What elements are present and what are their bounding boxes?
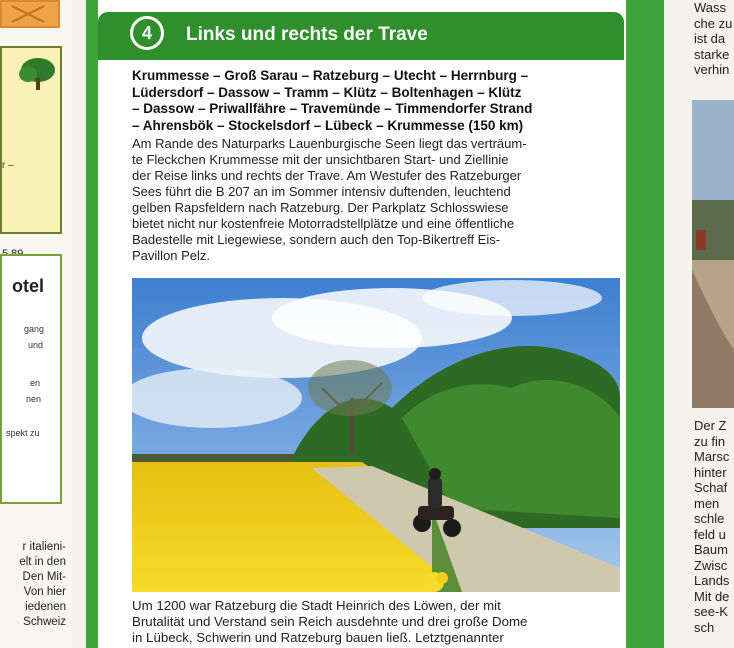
hotel-advertisement-box bbox=[0, 254, 62, 504]
text-line: starke bbox=[694, 46, 730, 62]
section-number-badge: 4 bbox=[130, 16, 164, 50]
text-line: Schaf bbox=[694, 480, 728, 495]
text-line: gelben Rapsfeldern nach Ratzeburg. Der Parkplatz Schlosswiese bbox=[132, 200, 509, 215]
caption-paragraph bbox=[132, 598, 622, 646]
motorcycle-rapeseed-photo bbox=[132, 278, 620, 592]
crossed-lines-icon bbox=[8, 4, 48, 24]
text-line: verhin bbox=[694, 62, 730, 77]
route-line: – Dassow – Priwallfähre – Travemünde – Timmendorfer Strand bbox=[132, 101, 533, 116]
text-line: Mit de bbox=[694, 588, 730, 604]
intro-paragraph bbox=[132, 136, 622, 264]
text-line: sch bbox=[694, 619, 715, 635]
text-line: Lands bbox=[694, 573, 730, 588]
right-top-text bbox=[694, 0, 734, 78]
text-line: zu fin bbox=[694, 433, 726, 449]
text-line: Baum bbox=[694, 542, 728, 557]
text-line: Sees führt die B 207 an im Sommer intensiv duftenden, leuchtend bbox=[132, 184, 511, 199]
route-line: Krummesse – Groß Sarau – Ratzeburg – Utecht – Herrnburg – bbox=[132, 68, 529, 83]
text-line: Zwisc bbox=[694, 557, 728, 573]
text-line: che zu bbox=[694, 15, 733, 31]
text-line: bietet nicht nur kostenfreie Motorradstellplätze und eine öffentliche bbox=[132, 216, 515, 231]
section-title: Links und rechts der Trave bbox=[186, 24, 428, 45]
text-line: Den Mit- bbox=[22, 571, 66, 583]
route-line: Lüdersdorf – Dassow – Tramm – Klütz – Boltenhagen – Klütz bbox=[132, 84, 522, 100]
text-line: der Reise links und rechts der Trave. Am Westufer des Ratzeburger bbox=[132, 168, 522, 183]
text-line: men bbox=[694, 495, 720, 511]
text-line: Marsc bbox=[694, 449, 730, 464]
text-line: Von hier bbox=[23, 586, 66, 598]
text-line: te Fleckchen Krummesse mit der unsichtbaren Start- und Ziellinie bbox=[132, 152, 509, 167]
text-line: Um 1200 war Ratzeburg die Stadt Heinrich des Löwen, der mit bbox=[132, 598, 501, 613]
text-line: Der Z bbox=[694, 418, 727, 433]
text-line: Brutalität und Verstand sein Reich ausdehnte und drei große Dome bbox=[132, 614, 528, 629]
tree-logo-icon bbox=[14, 56, 58, 92]
text-line: hinter bbox=[694, 464, 727, 480]
text-line: schle bbox=[694, 511, 725, 526]
route-line: – Ahrensbök – Stockelsdorf – Lübeck – Krummesse (150 km) bbox=[132, 117, 524, 133]
ad-text-line: spekt zu bbox=[6, 428, 40, 438]
text-line: r italieni- bbox=[22, 541, 66, 553]
text-line: Wass bbox=[694, 0, 727, 15]
text-line: in Lübeck, Schwerin und Ratzeburg bauen ließ. Letztgenannter bbox=[132, 630, 504, 645]
ad-text: r – bbox=[2, 160, 14, 171]
text-line: ist da bbox=[694, 31, 726, 46]
text-line: Pavillon Pelz. bbox=[132, 248, 211, 263]
ad-tile-orange bbox=[0, 0, 60, 28]
route-description bbox=[132, 68, 622, 134]
ad-text-line: en bbox=[30, 378, 41, 388]
left-column bbox=[0, 0, 72, 648]
text-line: Am Rande des Naturparks Lauenburgische Seen liegt das verträum- bbox=[132, 136, 527, 151]
text-line: Schweiz bbox=[23, 616, 66, 628]
advertisement-box bbox=[0, 46, 62, 234]
text-line: feld u bbox=[694, 526, 726, 542]
text-line: see-K bbox=[694, 604, 728, 619]
harbor-illustration bbox=[692, 100, 734, 408]
landscape-illustration bbox=[132, 278, 620, 592]
ad-text-line: und bbox=[28, 340, 44, 350]
text-line: Badestelle mit Liegewiese, sondern auch den Top-Bikertreff Eis- bbox=[132, 232, 501, 247]
ad-text-line: gang bbox=[24, 324, 45, 334]
text-line: elt in den bbox=[19, 556, 66, 568]
right-bottom-text bbox=[694, 418, 734, 635]
ad-title: otel bbox=[12, 276, 45, 296]
harbor-photo bbox=[692, 100, 734, 408]
left-body-text bbox=[0, 540, 66, 630]
ad-text-line: nen bbox=[26, 394, 42, 404]
text-line: iedenen bbox=[25, 601, 66, 613]
